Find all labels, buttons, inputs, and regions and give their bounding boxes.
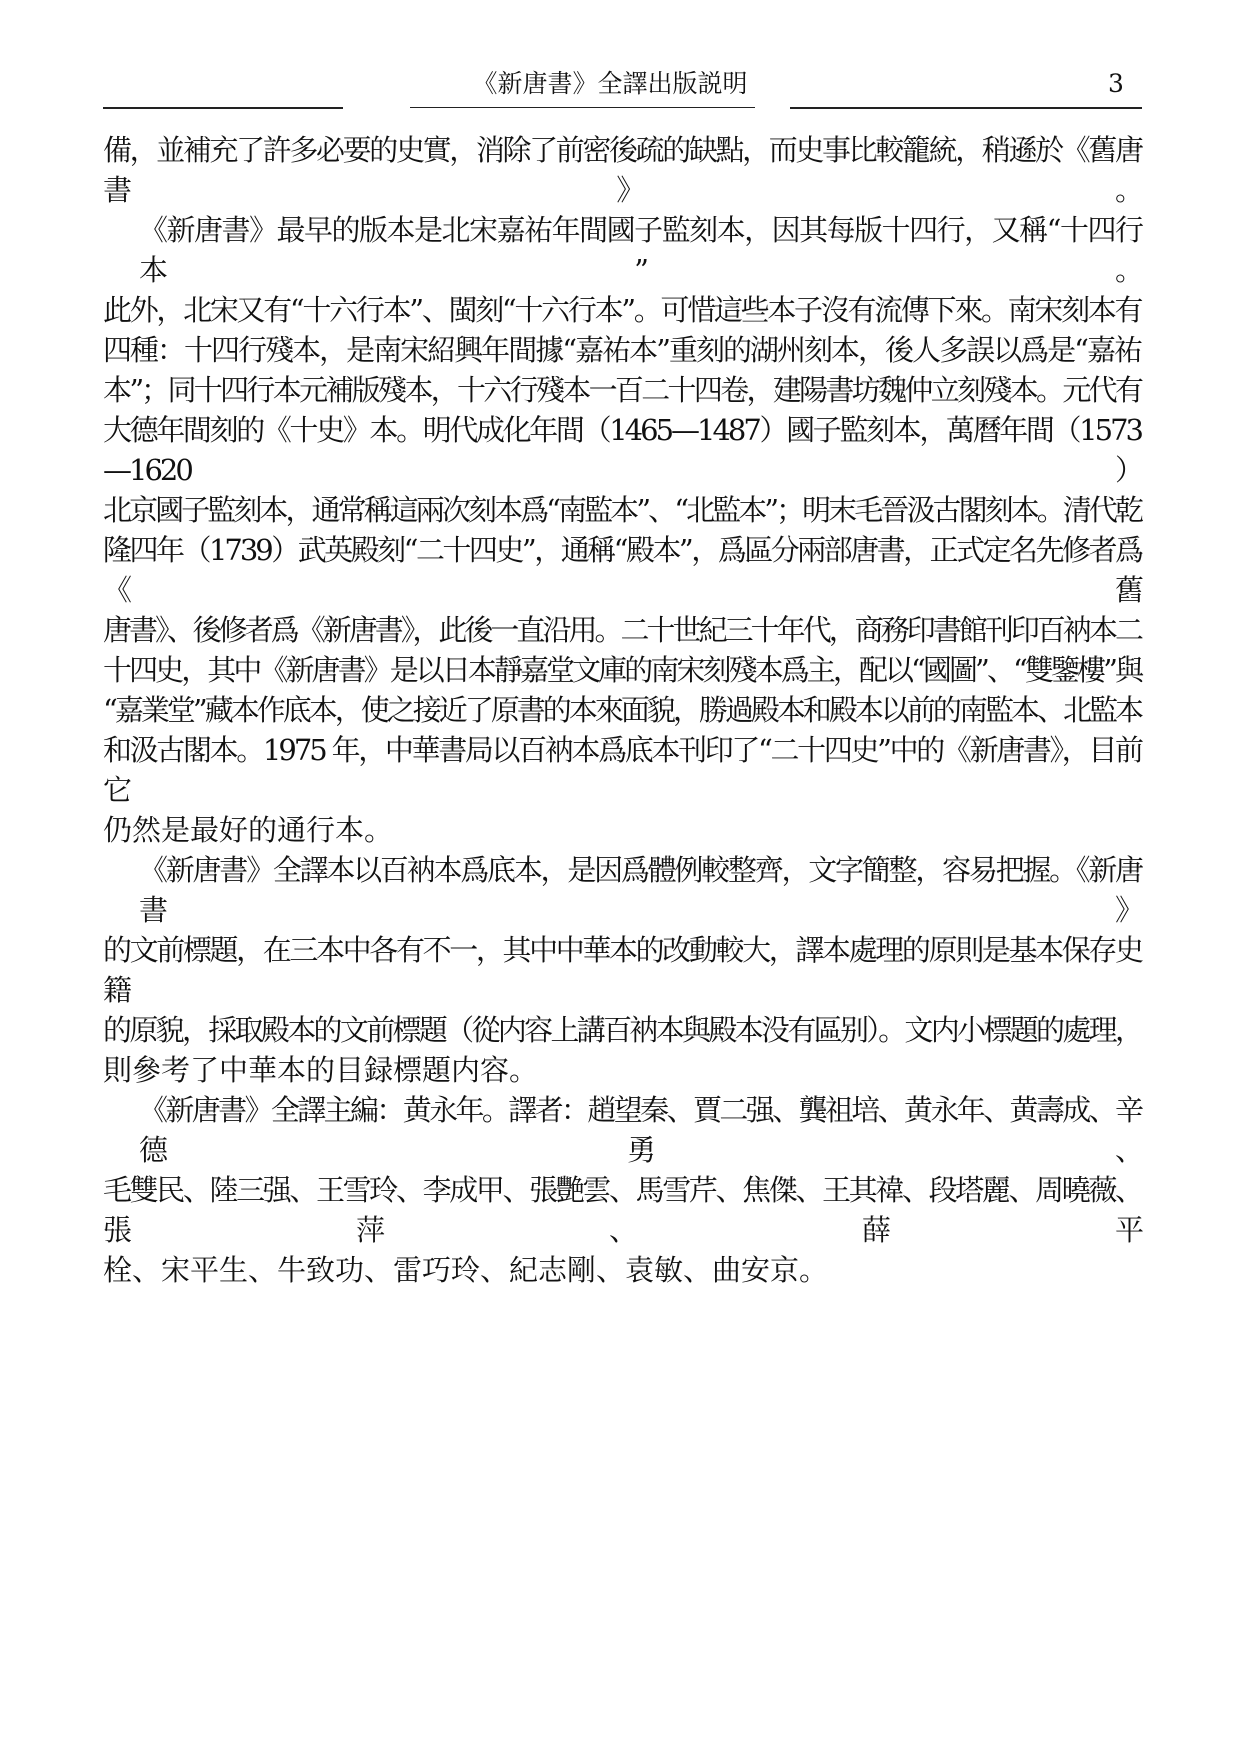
paragraph xyxy=(103,130,1141,210)
text-line: 栓、宋平生、牛致功、雷巧玲、紀志剛、袁敏、曲安京。 xyxy=(103,1253,829,1287)
text-line: 《新唐書》最早的版本是北宋嘉祐年間國子監刻本，因其每版十四行，又稱“十四行本”。 xyxy=(139,213,1141,287)
text-line: 十四史，其中《新唐書》是以日本靜嘉堂文庫的南宋刻殘本爲主，配以“國圖”、“雙鑒樓”與 xyxy=(103,653,1141,687)
text-line: 唐書》、後修者爲《新唐書》，此後一直沿用。二十世紀三十年代，商務印書館刊印百衲本二 xyxy=(103,613,1141,647)
text-line: 則參考了中華本的目録標題内容。 xyxy=(103,1053,539,1087)
text-line: “嘉業堂”藏本作底本，使之接近了原書的本來面貌，勝過殿本和殿本以前的南監本、北監本 xyxy=(103,693,1141,727)
paragraph xyxy=(103,210,1141,850)
header-rule xyxy=(410,107,755,108)
text-line: 毛雙民、陸三强、王雪玲、李成甲、張艷雲、馬雪芹、焦傑、王其禕、段塔麗、周曉薇、張萍、薛平 xyxy=(103,1173,1141,1247)
running-header-title: 《新唐書》全譯出版説明 xyxy=(472,69,748,98)
text-line: 《新唐書》全譯主編：黄永年。譯者：趙望秦、賈二强、龔祖培、黄永年、黄壽成、辛德勇、 xyxy=(139,1093,1141,1167)
text-line: 仍然是最好的通行本。 xyxy=(103,813,394,847)
text-line: 的文前標題，在三本中各有不一，其中中華本的改動較大，譯本處理的原則是基本保存史籍 xyxy=(103,933,1141,1007)
text-line: 四種：十四行殘本，是南宋紹興年間據“嘉祐本”重刻的湖州刻本，後人多誤以爲是“嘉祐 xyxy=(103,333,1141,367)
text-line: 本”；同十四行本元補版殘本，十六行殘本一百二十四卷，建陽書坊魏仲立刻殘本。元代有 xyxy=(103,373,1141,407)
text-line: 的原貌，採取殿本的文前標題（從内容上講百衲本與殿本没有區别）。文内小標題的處理， xyxy=(103,1013,1141,1047)
header-rule xyxy=(103,107,343,109)
header-rule xyxy=(790,107,1142,109)
text-line: 北京國子監刻本，通常稱這兩次刻本爲“南監本”、“北監本”；明末毛晉汲古閣刻本。清代乾 xyxy=(103,493,1141,527)
text-line: 隆四年（1739）武英殿刻“二十四史”，通稱“殿本”，爲區分兩部唐書，正式定名先修者爲《舊 xyxy=(103,533,1141,607)
text-line: 大德年間刻的《十史》本。明代成化年間（1465—1487）國子監刻本，萬曆年間（1573—1620） xyxy=(103,413,1141,487)
text-line: 《新唐書》全譯本以百衲本爲底本，是因爲體例較整齊，文字簡整，容易把握。《新唐書》 xyxy=(139,853,1141,927)
text-line: 此外，北宋又有“十六行本”、閩刻“十六行本”。可惜這些本子沒有流傳下來。南宋刻本有 xyxy=(103,293,1141,327)
text-line: 和汲古閣本。1975 年，中華書局以百衲本爲底本刊印了“二十四史”中的《新唐書》，目前它 xyxy=(103,733,1141,807)
body-text xyxy=(103,130,1141,1290)
paragraph xyxy=(103,850,1141,1090)
page-number: 3 xyxy=(1108,69,1124,98)
paragraph xyxy=(103,1090,1141,1290)
text-line: 備，並補充了許多必要的史實，消除了前密後疏的缺點，而史事比較籠統，稍遜於《舊唐書》。 xyxy=(103,133,1141,207)
